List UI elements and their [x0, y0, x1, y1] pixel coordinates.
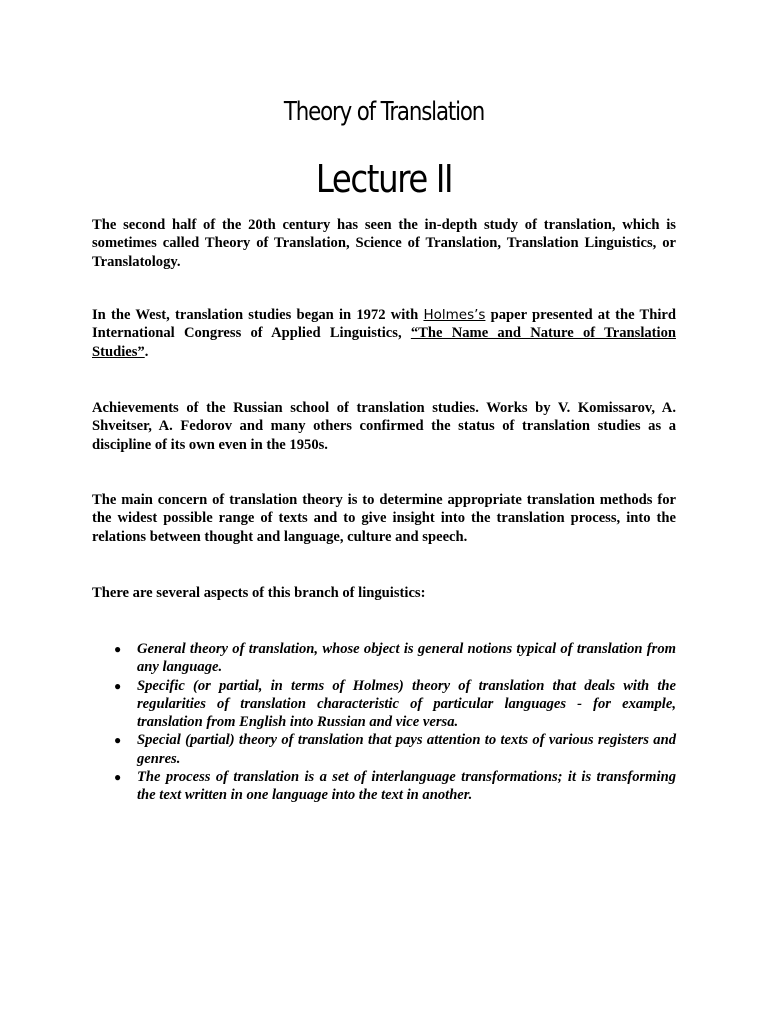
bullet-icon: ● [114, 733, 122, 748]
paragraph-west-text-start: In the West, translation studies began in 1972 with [92, 307, 424, 323]
list-item [92, 768, 676, 805]
document-title: Theory of Translation [283, 97, 485, 127]
list-item-text: Specific (or partial, in terms of Holmes) theory of translation that deals with the regularities of translation characteristic of particular languages - for example, translation from English into Russian and vice versa. [137, 677, 676, 731]
paper-title-quote: “The Name and Nature of Translation Studies” [92, 325, 676, 360]
aspects-list [92, 640, 676, 805]
list-item-text: Special (partial) theory of translation that pays attention to texts of various registers and genres. [137, 732, 676, 767]
list-item [92, 640, 676, 677]
paragraph-main-concern: The main concern of translation theory is to determine appropriate translation methods for the widest possible range of texts and to give insight into the translation process, into the relations between thought and language, culture and speech. [92, 492, 676, 545]
paragraph-west [92, 306, 676, 361]
paragraph-west-text-end: . [144, 343, 149, 360]
list-item-text: The process of translation is a set of interlanguage transformations; it is transforming the text written in one language into the text in another. [137, 769, 676, 804]
holmes-name: Holmes’s [423, 307, 486, 323]
paragraph-west-text-middle: paper presented at the Third International Congress of Applied Linguistics, [92, 307, 676, 342]
bullet-icon: ● [114, 678, 122, 693]
paragraph-russian-school: Achievements of the Russian school of translation studies. Works by V. Komissarov, A. Shveitser, A. Fedorov and many others confirmed the status of translation studies as a discipline of its own even in the 1950s. [92, 400, 676, 453]
lecture-heading: Lecture II [315, 157, 453, 201]
list-item [92, 677, 676, 732]
paragraph-intro: The second half of the 20th century has seen the in-depth study of translation, which is sometimes called Theory of Translation, Science of Translation, Translation Linguistics, or Translatology. [92, 217, 676, 270]
list-item [92, 731, 676, 768]
paragraph-aspects-intro: There are several aspects of this branch of linguistics: [92, 585, 426, 601]
bullet-icon: ● [114, 642, 122, 656]
list-item-text: General theory of translation, whose object is general notions typical of translation from any language. [137, 641, 676, 676]
bullet-icon: ● [114, 770, 122, 785]
